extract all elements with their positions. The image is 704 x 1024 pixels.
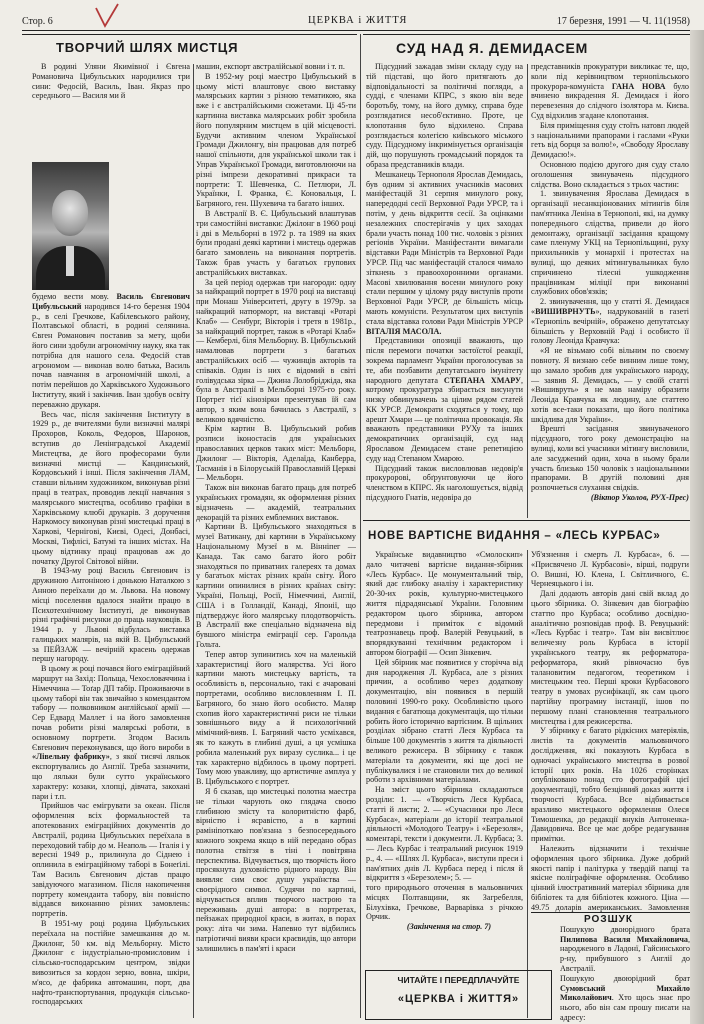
paragraph: Прийшов час емігрувати за океан. Після оформлення всіх формальностей та апотекованих еміграційних документів до Австралії, родина Цибульських переїхала в переходовий табір до м. Неаполь — Італія і у вересні 1949 р., прилинула до Сіднею і оплинила в еміграційному таборі в Бонеґілі. Там Василь Євгенович дістав працю завідуючого магазином. Після накопичення портрету коменданта табору, він повністю віддався виконанню різних замовлень: портретів. (32, 801, 190, 919)
text: було вчинено викрадення Я. Демидася і його перевезення до слідчого ізолятора м. Києва. Суд відхилив згадане клопотання. (531, 81, 689, 120)
article3-column1 (366, 550, 523, 968)
paragraph: В 1952-му році маестро Цибульський в цьому місті влаштовує свою виставку малярських картин з різною тематикою, яка вже і є австралійськими сюжетами. Ці 45-ти картинна виставка малярських робіт зробила його популярним мистцем в цій місцевості. Будучи активним членом Української Громади Джилонгу, він працював для потреб нашої спільноти, для української школи так і Управ Української Громади, виготовлюючи на різні імпрези декоративні прикраси та портрети: Т. Шевченка, С. Петлюри, Л. Українки, І. Франка, Є. Коновальця, І. Багряного, ген. Шухевича та багато інших. (196, 71, 356, 209)
caption-name: Василь Євгенович Цибульський (32, 292, 190, 311)
article-title-sud: СУД НАД Я. ДЕМИДАСЕМ (396, 40, 589, 56)
box-rule (531, 912, 690, 913)
paragraph (366, 336, 523, 463)
text: , з якої тисячі ляльок експортувались до Англії. Треба зазначити, що ляльки були сутто українського характеру: козаки, хлопці, дівчата, закохані пари і т.п. (32, 752, 190, 801)
paragraph: машин, експорт австралійської вовни і т. п. (196, 62, 345, 71)
text-bold: СТЕПАНА ХМАРУ (443, 375, 521, 385)
paragraph: Врешті засідання звинуваченого підсудного, того року демонстрацію на вулиці, коли всі учасники мітингу висловили, але засуджений один, хоча в ньому брали участь близько 150 чоловік з національними прапорами. В другій половині дня розпочнеться слухання свідків. (531, 424, 689, 493)
article1-column2 (196, 62, 356, 1018)
caption-lead: будемо вести мову. (32, 292, 117, 301)
paragraph: Українське видавництво «Смолоскип» дало читачеві вартісне видання-збірник «Лесь Курбас». Це монументальний твір, який дає глибоку аналізу і характеристику 20-30-их років, культурно-мистецького життя підрадянської України. Головним редактором цього збірника, автором передмови і приміток є відомий театрознавець проф. Валерій Ревуцький, в впорядкуванні технічним редактором і автором біографії — Осип Зінкевич. (366, 550, 523, 657)
subscribe-ad-box (365, 970, 552, 1020)
page-header (22, 14, 690, 31)
paragraph: Біля приміщення суду стоїть натовп людей з національними прапорами і гаслами «Руки геть від борця за волю!», «Свободу Ярославу Демидасю!». (531, 120, 689, 160)
ad-line2: «ЦЕРКВА і ЖИТТЯ» (397, 993, 520, 1005)
paragraph (366, 170, 523, 337)
article-title-tvorchyi-shliakh: ТВОРЧИЙ ШЛЯХ МИСТЦЯ (56, 40, 239, 55)
article1-column1 (32, 292, 190, 1018)
paragraph: Уб'язнення і смерть Л. Курбаса», 6. — «Присвячено Л. Курбасові», вірші, подруги О. Вишні, Ю. Клена, І. Світличного, Є. Чернеяцького і ін. (531, 550, 689, 589)
paragraph: Належить відзначити і технічне оформлення цього збірника. Дуже добрий якості папір і палітурка у твердій папці та якісне поліграфічне оформлення. Особливо цінний ілюстративний матеріал збірника для бібліотек та для бібліотек кожного. Ціна — 49.75 доларів американських. Замовлення (531, 843, 689, 912)
paragraph: Крім картин В. Цибульський робив розписи іконостасів для українських православних церков таких міст: Мельборн, Джилонг — Вікторія, Аделаїда, Канберра, Тасманія і в Білоруській Православній Церкві — Мельборн. (196, 424, 356, 483)
text: , котрому прокуратура збирається висунути (366, 375, 523, 395)
article3-column2 (531, 550, 689, 912)
paragraph: Цей збірник має появитися у сторічча від дня народження Л. Курбаса, але з різних причин, а особливо через додаткову документацію, він появився в першій половині 1990-го року. Особливістю цього видання є багатюща документація, що тільки робить його історично вартісним. В щільних розділах зібрано статті Леся Курбаса та більше 100 документів з життя та діяльності великого режисера. В збірнику є також матеріали та документи, які ще досі не публікувалися і не становили тих до великої роботи з архівними матеріалами. (366, 657, 523, 785)
caption-text: народився 14-го березня 1904 р., в селі Гречкове, Кабілевського району, Полтавської області, в родині селянина. Євген Романович поставив за мету, щоби його сини здобули агрономічну науку, яка так потрібна для нашого села. Федосій став агрономом — виконав волю батька, Василь почав навчання в агрономічній школі, а потім перейшов до Харківського Художнього Інституту, який і закінчив. Іван здобув освіту переважно друкаря. (32, 301, 190, 409)
title-rule (22, 34, 357, 35)
paragraph: За цей період одержав три нагороди: одну за найкращий портрет в 1970 році на виставці при Монаш Університеті, другу в 1979р. за найкращий натюрморт, на виставці «Ротарі Клаб» — Сенбург, Вікторія і третя в 1981р., за найкращий портрет, також в «Ротарі Клаб» — Кемберлі, біля Мельборну. В. Цибульський намалював портрети з багатьох австралійських осіб — чужинців акторів та співаків. Один із них є відомий в світі голівудська зірка — Джина Лолобріджіда, яка була в Австралії в Мельборні 1975-го року. Портрет тієї кінозірки презентував їй сам автор, з яким вона бачилась з Австралії, з великою вдячністю. (196, 277, 356, 424)
paragraph: В 1943-му році Василь Євгенович із дружиною Антоніною і донькою Наталкою з Анною переїхали до м. Львова. На новому місці поселення вдалося знайти працю в Психотехнічному Інституті, де виконував різні графічні рисунки до праць науковців. В 1944 р. у Львові відбулась виставка галицьких малярів, на якій В. Цибульський за ПЕЙЗАЖ — вечірній красень одержав першу нагороду. (32, 566, 190, 664)
person-name: Сумовський Михайло Миколайович (560, 983, 690, 1003)
text: . Хто щось знає про нього, або він сам прошу писати на адресу: (560, 993, 690, 1022)
text-bold: ВИШИВРНУТЬ (535, 306, 596, 316)
newspaper-name: ЦЕРКВА і ЖИТТЯ (308, 15, 408, 26)
section-divider (360, 34, 361, 1018)
paragraph: Далі додають авторів дані свій вклад до цього збірника. О. Зінкевич дав біографію статтю про Курбаса; особливо досвідно-аналітично розповідав проф. В. Ревуцький: «Лесь Курбас і театр». Там він висвітлює величезну роль Курбаса в історії українського театру, як реформатора-реформатора, який рівночасно був талановитим педагогом, теоретиком і мистецьким тео. Перші кроки Курбасового театру в умовах русифікації, як сам цього партійну програмну інстанції, ішов по першому плані становлення театрального мистецтва і для режисерства. (531, 589, 689, 726)
side-text (112, 164, 190, 290)
text: представників прокуратури викликає те, що, коли під керівництвом тернопільського прокурора-комуніста (531, 62, 689, 91)
rozshuk-title: РОЗШУК (584, 914, 633, 925)
paragraph: «Я не візьмаю собі вільним по своєму повноту. Я визнаю себе винним лише тому, що замало зробив для українського народу, — заявив Я. Демидась, — у своїй статті «Вишивруть» я не мав наміру образити Леоніда Кравчука як людину, але статтею хотів все-таки показати, що його політика шкідлива для України». (531, 346, 689, 424)
paragraph: Картини В. Цибульського знаходяться в музеї Ватикану, дві картини в Українському Національному Музеї в м. Вінніпег — Канада. Так само багато його робіт знаходяться по приватних галереях та домах у багатьох містах різних країн світу. Його картини опинилися в різних країнах світу: Україні, Польщі, Росії, Німеччині, Англії, США і в Голландії, Канаді, Японії, що підтверджує його малярську плодотворчість. В Австралії вже спеціально відзначена від бувшого міністра еміграції сер. Гарольда Гольта. (196, 522, 356, 650)
article-signature: (Віктор Уколов, РУХ-Прес) (590, 493, 689, 503)
portrait-photo (32, 162, 109, 290)
paragraph: 1. звинувачення Ярослава Демидася в організації несанкціонованих мітингів біля пам'ятника Леніна в Тернополі, які, на думку попереднього слідства, привели до його демонтажу, організації засідання кращому саме пленуму УКЦ на Тернопільщині, руху прихильників у монархії і протестах на вулиці, що деяких мітингувальниках було спричинено тілесні ушкодження працівникам міліції при виконанні службових обов'язків; (531, 189, 689, 297)
text: Представники опозиції вважають, що після перемоги початки застоїстої реакції, зокрема парламент України проголосував за те, аби позбавити депутатського імунітету народного депутата (366, 336, 523, 385)
text-bold: ГАНА НОВА (611, 81, 666, 91)
column-divider (527, 550, 528, 1018)
paragraph: Також він виконав багато праць для потреб українських громадян, як оформлення різних відзначень — академій, театральних декорацій та різних емблемних виставок. (196, 483, 356, 522)
rozshuk-box (560, 915, 690, 1020)
portrait-face (52, 190, 88, 236)
rozshuk-text2 (560, 974, 690, 1023)
text: низку обвинувачень за цілим рядом статей КК УРСР. Демократи сходяться у тому, що арешт Хмари — це політична провокація. Як вважають представники РУХу та інших демократичних організацій, суд над Ярославом Демидасем стане репетицією суду над Степаном Хмарою. (366, 395, 523, 463)
text: Пошукую двоюрідного брата (560, 924, 690, 934)
page-number: Стор. 6 (22, 16, 53, 27)
text-bold: «Лівельну фабрику» (32, 752, 110, 762)
paragraph: того природнього оточення в мальовничих місцях Полтавщини, як Загребелля, Білухівка, Гречкове, Варварівка з річкою Орчик. (366, 883, 523, 922)
title-rule (363, 520, 690, 521)
column-divider (193, 64, 194, 1018)
text: Пошукую двоюрідний брат (560, 973, 690, 983)
title-rule (363, 34, 690, 35)
article2-column1 (366, 62, 523, 520)
paragraph (531, 297, 689, 346)
article2-column2 (531, 62, 689, 540)
paragraph: Підсудний також висловлював недовір'я прокуророві, обґрунтовуючи це його членством в КПРС. Як наголошується, відвід підсудного Гнатів, недовіра до (366, 463, 523, 503)
issue-date: 17 березня, 1991 — Ч. 11(1958) (556, 16, 690, 27)
text: », надрукованій в газеті «Тернопіль вечірній», ображено депутатську більшість у Верховній Раді і особисто її голову Леоніда Кравчука: (531, 306, 689, 346)
paragraph: Я б сказав, що мистецькі полотна маестра не тільки чарують око глядача своєю глибиною змісту та колоритністю фарб, вірністю і ясравістю, а в картині рамініпоткаю пов'язана з безпосереднього кожного зокрема якщо в ній передано образ полотна ствітзя в тіні і повітряна перспектива. Відчувається, що творчість його просякнута духовністю рідного народу. Він виявляє сим своє душу українства — своєрідного символ. Судячи по картині, відчувається вплив творчого настрою та переживань душі автора: в портретах, пейзажах природної краси, в житах, в порах року: літа чи зима. Напевно тут відбились патріотичні вияви краси краєвидів, що автори залишились в пам'яті і краси (196, 786, 356, 953)
continuation-note: (Закінчення на стор. 7) (406, 922, 492, 932)
text: В цьому ж році почався його еміграційний маршрут на Захід: Польща, Чехословаччина і Німеччина — Тоґар ДП табір. Проживаючи в цьому таборі він так звичайно з комендантом табору — полковником англійської армії — Сер Едвард Маллет і на його замовлення почав робити різні малярські роботи, в основному портрети. Згодом Василь Євгенович переконувався, що його вироби в (32, 664, 190, 752)
paragraph: У збірнику є багато рідкісних матеріялів, листів та документів мальовничого дослідження, які показують Курбаса в одночасі українського мистецтва в розвої історії цих років. На 1026 сторінках опубліковано понад сто фотографій цієї документації, тобто безцінний доказ життя і творчості Курбаса. Все відбивається вразливо мистецького оформлення Олеся Тимошенка, до редакції внуків Антоненка-Давидовича. Все це має добре редагування примітки. (531, 726, 689, 844)
portrait-tie (66, 246, 74, 276)
paragraph: Тепер автор зупинитись хоч на маленькій характеристиці його малярства. Усі його картини мають мистецьку вартість, та особливість в, персонально, такі є ачаровані портретами, особливо висловленням І. П. Багряного, бо знаю його особисто. Маляр схопив його характеристичні риси не тільки зовнішнього виду а й психологічний мімічний-вияв. І. Багряний часто усміхався, як то кажуть в глибині душі, а ця усмішка робила маленький рух виразу суслика... і це так характерно відбилось в цьому портреті. Тому мою уважливу, що артистичне амплуа у В. Цибульського є портрет. (196, 649, 356, 787)
person-name: Пилипова Василя Михайловича (560, 934, 688, 944)
paragraph: Підсудний зажадав зміни складу суду на тій підставі, що його притягають до відповідальності за політичні погляди, а судді, є членами КПРС, з якою він веде боротьбу, тому, на його думку, справа буде розглядатися несоб'єктивно. Проте, це клопотання було відхилено. Справа розглядається колегією київського міського суду. Підсудному інкримінується організація дій, що порушують громадський порядок та образа представників влади. (366, 62, 523, 169)
rozshuk-text1 (560, 925, 690, 974)
paragraph: В 1951-му році родина Цибульських переїхала на постійне замешкання до м. Джилонг, 50 км. від Мельборну. Місто Джилонг є індустріально-промисловим і сільсько-господарським центром, звідки вивозиться за кордон зерно, вовна, шкіри, м'ясо, де фабрика автомашин, порт, два нафто-транспортування, продукція сільсько-господарських (32, 919, 190, 1007)
paragraph: Весь час, після закінчення Інституту в 1929 р., де вчителями були визначні малярі Прохоров, Коколь, Федоров, Шаронов, вступив до Ленінградської Академії Мистецтва, де його професорами були визначні мистці — Кандинський, Кордовський і інші. Після закінчення ЛАМ, ставши вільним художником, виконував різні праці в театрах, проводив лекції навчання з малярського мистецтва, особливо графіки в Харківському клюбі друкарів. З доручення Наркомосу виконував різні мистецькі праці в Харкові, Чернігові, Києві, Одесі, Донбасі, Москві, Тифлісі, Батумі та інших містах. На цьому відтинку праці працював аж до початку Другої Світової війни. (32, 409, 190, 566)
text: 2. звинувачення, що у статті Я. Демидася « (531, 297, 689, 316)
text: Мешканець Тернополя Ярослав Демидась, був одним зі активних учасників масових маніфестацій 31 серпня минулого року, напередодні сесії Верховної Ради УРСР, та і потім, у день відкриття сесії. За оцінками незалежних спостерігачів у цих заходах брали участь понад 100 тис. чоловік з різних регіонів України. Маніфестанти вимагали відставки Ради Міністрів та Верховної Ради УРСР. Під час маніфестацій сталося чимало зіткнень з правоохоронними органами. Масові хвилювання восени минулого року стали першим у цілому ряду виступів проти Верховної Ради УРСР, де більшість місць мають комуністи. Результатом цих виступів стала відставка голови Ради Міністрів УРСР (366, 169, 523, 326)
ad-line1: ЧИТАЙТЕ І ПЕРЕДПЛАЧУЙТЕ (397, 975, 520, 985)
page-edge (690, 30, 704, 1024)
photo-caption (32, 292, 190, 410)
paragraph (32, 664, 190, 801)
article-title-les-kurbas: НОВЕ ВАРТІСНЕ ВИДАННЯ – «ЛЕСЬ КУРБАС» (368, 530, 661, 542)
text: , народженого в Ладонї, Гайсинського р-ну, прибувшого з Англії до Австралії. (560, 934, 690, 973)
paragraph: Основною подією другого дня суду стало оголошення звинувачень підсудного слідства. Воно складається з трьох частин: (531, 159, 689, 189)
paragraph: На зміст цього збірника складаються розділи: 1. — «Творчість Леся Курбаса, статті й листи; 2. — «Сучасники про Леся Курбаса», матеріали до історії театральної діяльності «Молодого Театру» і «Березоля», коментарі, тексти і документи. Л. Курбаса; 3. — Лесь Курбас і театральний рисунок 1919 р., 4. — «Шлях Л. Курбаса», виступи преси і пам'ятних днів Л. Курбаса перед і після й відкриття з «Березолем»; 5. — (366, 785, 523, 883)
intro-paragraph: В родині Уляни Якимівної і Євгена Романовича Цибульських народилися три сини: Федосій, Василь, Іван. Якраз про середнього — Василя ми й (32, 62, 190, 101)
column-divider (527, 64, 528, 518)
article-intro (32, 62, 190, 104)
paragraph: В Австралії В. Є. Цибульський влаштував три самостійні виставки: Джілонг в 1960 році і дві в Мельборні в 1972 р. та 1989 на яких були продані деякі картини і мистець одержав багато замовлень на виконання портретів. Також брав участь у багатьох групових австралійських виставках. (196, 208, 356, 277)
paragraph (531, 62, 689, 121)
text-bold: ВІТАЛІЯ МАСОЛА. (366, 326, 442, 336)
